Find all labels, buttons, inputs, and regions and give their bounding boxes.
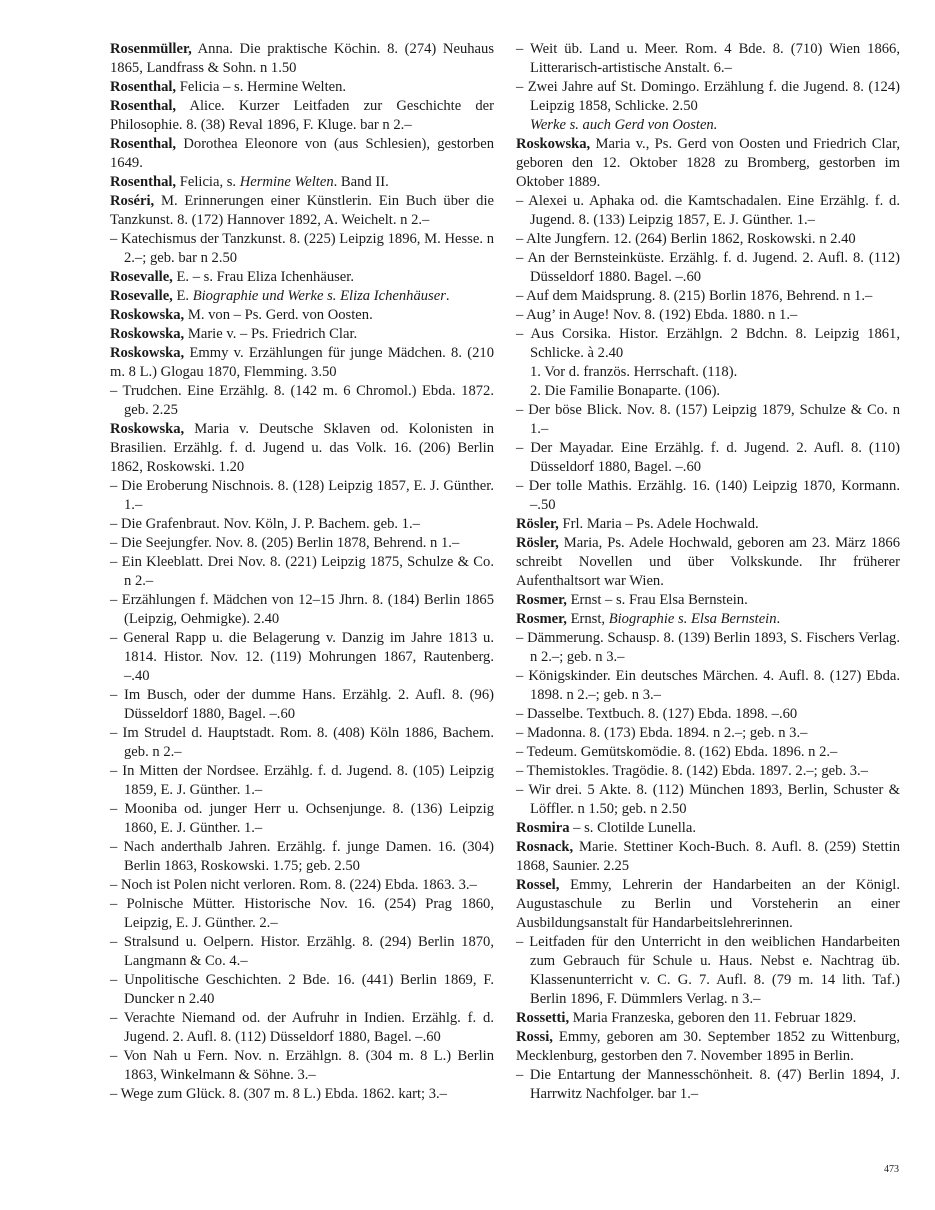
entry-text: – Nach anderthalb Jahren. Erzählg. f. junge Damen. 16. (304) Berlin 1863, Roskowski. 1.75; geb. 2.50: [110, 839, 494, 874]
entry-text: Emmy, geboren am 30. September 1852 zu Wittenburg, Mecklenburg, gestorben den 7. November 1895 in Berlin.: [516, 1029, 900, 1064]
entry-text: – Erzählungen f. Mädchen von 12–15 Jhrn. 8. (184) Berlin 1865 (Leipzig, Oehmigke). 2.40: [110, 592, 494, 627]
entry-headword: Roskowska,: [110, 345, 185, 361]
entry-text: – General Rapp u. die Belagerung v. Danzig im Jahre 1813 u. 1814. Histor. Nov. 12. (119) Mohrungen 1867, Rautenberg. –.40: [110, 630, 494, 684]
index-entry: [110, 78, 494, 97]
index-entry: [110, 192, 494, 230]
entry-headword: Rosenthal,: [110, 136, 177, 152]
index-entry: [516, 515, 900, 534]
entry-text: Dorothea Eleonore von (aus Schlesien), gestorben 1649.: [110, 136, 494, 171]
index-subentry: [110, 895, 494, 933]
index-entry: [516, 1009, 900, 1028]
entry-headword: Rosenthal,: [110, 79, 177, 95]
entry-text: – Trudchen. Eine Erzählg. 8. (142 m. 6 Chromol.) Ebda. 1872. geb. 2.25: [110, 383, 494, 418]
entry-text: – Zwei Jahre auf St. Domingo. Erzählung f. die Jugend. 8. (124) Leipzig 1858, Schlicke. 2.50: [516, 79, 900, 114]
entry-italic-text: Hermine Welten: [239, 174, 334, 190]
index-entry: [516, 819, 900, 838]
index-subentry: [110, 876, 494, 895]
entry-headword: Rösler,: [516, 535, 559, 551]
index-subentry: [516, 477, 900, 515]
index-entry: [516, 610, 900, 629]
page-number: 473: [884, 1164, 899, 1175]
index-subentry: [516, 230, 900, 249]
entry-headword: Rossi,: [516, 1029, 553, 1045]
entry-text: – Im Strudel d. Hauptstadt. Rom. 8. (408) Köln 1886, Bachem. geb. n 2.–: [110, 725, 494, 760]
entry-text: – Von Nah u Fern. Nov. n. Erzählgn. 8. (304 m. 8 L.) Berlin 1863, Winkelmann & Söhne. 3.–: [110, 1048, 494, 1083]
index-subentry: [516, 287, 900, 306]
entry-headword: Rösler,: [516, 516, 559, 532]
entry-italic-text: Biographie und Werke s. Eliza Ichenhäuser: [192, 288, 446, 304]
index-subentry: [110, 477, 494, 515]
entry-text: – Der böse Blick. Nov. 8. (157) Leipzig 1879, Schulze & Co. n 1.–: [516, 402, 900, 437]
index-subentry: [516, 667, 900, 705]
entry-text: – Noch ist Polen nicht verloren. Rom. 8. (224) Ebda. 1863. 3.–: [110, 877, 477, 893]
entry-text: Frl. Maria – Ps. Adele Hochwald.: [558, 516, 759, 532]
index-subentry: [516, 705, 900, 724]
entry-text: – Die Seejungfer. Nov. 8. (205) Berlin 1878, Behrend. n 1.–: [110, 535, 460, 551]
index-subentry: [516, 629, 900, 667]
index-entry: [110, 306, 494, 325]
index-subentry: [516, 743, 900, 762]
entry-text: – Im Busch, oder der dumme Hans. Erzählg. 2. Aufl. 8. (96) Düsseldorf 1880, Bagel. –.60: [110, 687, 494, 722]
entry-text: – Leitfaden für den Unterricht in den weiblichen Handarbeiten zum Gebrauch für Schule u. Haus. Nebst e. Nachtrag üb. Klassenunterricht v. C. G. 7. Aufl. 8. (79 m. 14 lith. Taf.) Berlin 1896, F. Dümmlers Verlag. n 3.–: [516, 934, 900, 1007]
entry-headword: Rosmer,: [516, 611, 567, 627]
entry-text: – Tedeum. Gemütskomödie. 8. (162) Ebda. 1896. n 2.–: [516, 744, 838, 760]
entry-text: Maria v. Deutsche Sklaven od. Kolonisten in Brasilien. Erzählg. f. d. Jugend u. das Volk. 16. (206) Berlin 1862, Roskowski. 1.20: [110, 421, 494, 475]
index-subentry: [516, 762, 900, 781]
entry-text: M. von – Ps. Gerd. von Oosten.: [184, 307, 373, 323]
entry-headword: Rosmira: [516, 820, 570, 836]
entry-text: Emmy, Lehrerin der Handarbeiten an der Königl. Augustaschule zu Berlin und Vorsteherin an einer Ausbildungsanstalt für Handarbeitslehrerinnen.: [516, 877, 900, 931]
entry-text: Marie v. – Ps. Friedrich Clar.: [184, 326, 358, 342]
entry-text: – Alexei u. Aphaka od. die Kamtschadalen. Eine Erzählg. f. d. Jugend. 8. (133) Leipzig 1857, E. J. Günther. 1.–: [516, 193, 900, 228]
index-subentry: [110, 1009, 494, 1047]
index-subentry: [110, 534, 494, 553]
index-subentry: [516, 401, 900, 439]
index-subentry: [516, 933, 900, 1009]
entry-text: – Ein Kleeblatt. Drei Nov. 8. (221) Leipzig 1875, Schulze & Co. n 2.–: [110, 554, 494, 589]
entry-text: – Auf dem Maidsprung. 8. (215) Borlin 1876, Behrend. n 1.–: [516, 288, 873, 304]
index-entry: [110, 135, 494, 173]
entry-headword: Roskowska,: [516, 136, 591, 152]
index-entry: [110, 40, 494, 78]
entry-headword: Rosnack,: [516, 839, 574, 855]
entry-text: – Die Entartung der Mannesschönheit. 8. (47) Berlin 1894, J. Harrwitz Nachfolger. bar 1.–: [516, 1067, 900, 1102]
entry-headword: Rosevalle,: [110, 288, 173, 304]
index-entry: [516, 135, 900, 192]
entry-text-tail: .: [776, 611, 781, 627]
index-entry: [110, 325, 494, 344]
index-subentry: [110, 971, 494, 1009]
entry-text: Ernst – s. Frau Elsa Bernstein.: [566, 592, 748, 608]
entry-text: – Polnische Mütter. Historische Nov. 16. (254) Prag 1860, Leipzig, E. J. Günther. 2.–: [110, 896, 494, 931]
index-entry: [110, 420, 494, 477]
entry-text: – Wege zum Glück. 8. (307 m. 8 L.) Ebda. 1862. kart; 3.–: [110, 1086, 447, 1102]
index-entry: [110, 344, 494, 382]
index-subentry: [516, 439, 900, 477]
entry-text: – Aug’ in Auge! Nov. 8. (192) Ebda. 1880. n 1.–: [516, 307, 798, 323]
entry-text: Felicia, s.: [176, 174, 240, 190]
entry-text: – Katechismus der Tanzkunst. 8. (225) Leipzig 1896, M. Hesse. n 2.–; geb. bar n 2.50: [110, 231, 494, 266]
index-entry: [516, 876, 900, 933]
entry-text: – Weit üb. Land u. Meer. Rom. 4 Bde. 8. (710) Wien 1866, Litterarisch-artistische Anstalt. 6.–: [516, 41, 900, 76]
entry-text: – Themistokles. Tragödie. 8. (142) Ebda. 1897. 2.–; geb. 3.–: [516, 763, 868, 779]
entry-text: Emmy v. Erzählungen für junge Mädchen. 8. (210 m. 8 L.) Glogau 1870, Flemming. 3.50: [110, 345, 494, 380]
index-subentry: [516, 40, 900, 78]
index-subentry: [110, 1047, 494, 1085]
entry-text: Anna. Die praktische Köchin. 8. (274) Neuhaus 1865, Landfrass & Sohn. n 1.50: [110, 41, 494, 76]
entry-headword: Rosmer,: [516, 592, 567, 608]
index-subentry: [110, 724, 494, 762]
entry-text: – Der Mayadar. Eine Erzählg. f. d. Jugend. 2. Aufl. 8. (110) Düsseldorf 1880, Bagel. –.60: [516, 440, 900, 475]
index-subentry: [110, 686, 494, 724]
index-subentry: [516, 192, 900, 230]
entry-text: 1. Vor d. französ. Herrschaft. (118).: [530, 364, 738, 380]
index-subentry: [110, 933, 494, 971]
index-subentry: [110, 838, 494, 876]
index-entry: [516, 1028, 900, 1066]
index-entry: [110, 173, 494, 192]
index-subentry: [516, 306, 900, 325]
index-subentry: [516, 1066, 900, 1104]
index-subentry: [110, 382, 494, 420]
index-subentry: [516, 781, 900, 819]
entry-headword: Rossetti,: [516, 1010, 570, 1026]
entry-text: – Der tolle Mathis. Erzählg. 16. (140) Leipzig 1870, Kormann. –.50: [516, 478, 900, 513]
index-subentry: [110, 591, 494, 629]
entry-text: – Mooniba od. junger Herr u. Ochsenjunge. 8. (136) Leipzig 1860, E. J. Günther. 1.–: [110, 801, 494, 836]
entry-italic-text: Biographie s. Elsa Bernstein: [608, 611, 777, 627]
entry-text: Maria, Ps. Adele Hochwald, geboren am 23. März 1866 schreibt Novellen und über Volkskunde. Ihr früherer Aufenthaltsort war Wien.: [516, 535, 900, 589]
left-column: [110, 40, 494, 1104]
entry-text: 2. Die Familie Bonaparte. (106).: [530, 383, 721, 399]
entry-headword: Roskowska,: [110, 326, 185, 342]
entry-text: – Die Eroberung Nischnois. 8. (128) Leipzig 1857, E. J. Günther. 1.–: [110, 478, 494, 513]
entry-text: – Stralsund u. Oelpern. Histor. Erzählg. 8. (294) Berlin 1870, Langmann & Co. 4.–: [110, 934, 494, 969]
entry-text: Maria v., Ps. Gerd von Oosten und Friedrich Clar, geboren den 12. Oktober 1828 zu Bromberg, gestorben im Oktober 1889.: [516, 136, 900, 190]
entry-headword: Rossel,: [516, 877, 560, 893]
entry-text: – In Mitten der Nordsee. Erzählg. f. d. Jugend. 8. (105) Leipzig 1859, E. J. Günther. 1.–: [110, 763, 494, 798]
index-subentry: [516, 325, 900, 363]
entry-text: Ernst,: [566, 611, 609, 627]
index-subentry: [516, 382, 900, 401]
index-subentry: [516, 724, 900, 743]
entry-text: – Verachte Niemand od. der Aufruhr in Indien. Erzählg. f. d. Jugend. 2. Aufl. 8. (112) Düsseldorf 1880, Bagel. –.60: [110, 1010, 494, 1045]
entry-text: Felicia – s. Hermine Welten.: [176, 79, 347, 95]
index-entry: [516, 838, 900, 876]
entry-headword: Rosevalle,: [110, 269, 173, 285]
entry-text: – Alte Jungfern. 12. (264) Berlin 1862, Roskowski. n 2.40: [516, 231, 856, 247]
entry-headword: Rosenthal,: [110, 174, 177, 190]
index-subentry: [516, 116, 900, 135]
entry-text: – Die Grafenbraut. Nov. Köln, J. P. Bachem. geb. 1.–: [110, 516, 420, 532]
index-subentry: [516, 363, 900, 382]
entry-text: – Wir drei. 5 Akte. 8. (112) München 1893, Berlin, Schuster & Löffler. n 1.50; geb. n 2.50: [516, 782, 900, 817]
index-entry: [110, 287, 494, 306]
entry-text: E. – s. Frau Eliza Ichenhäuser.: [172, 269, 354, 285]
entry-text: – s. Clotilde Lunella.: [569, 820, 696, 836]
right-column: [516, 40, 900, 1104]
entry-text: Marie. Stettiner Koch-Buch. 8. Aufl. 8. (259) Stettin 1868, Saunier. 2.25: [516, 839, 900, 874]
entry-headword: Roséri,: [110, 193, 155, 209]
entry-headword: Roskowska,: [110, 307, 185, 323]
entry-headword: Rosenthal,: [110, 98, 177, 114]
entry-text-tail: . Band II.: [333, 174, 389, 190]
entry-text: – Madonna. 8. (173) Ebda. 1894. n 2.–; geb. n 3.–: [516, 725, 808, 741]
entry-text: Werke s. auch Gerd von Oosten.: [530, 117, 718, 133]
index-subentry: [110, 1085, 494, 1104]
index-entry: [110, 268, 494, 287]
index-subentry: [516, 249, 900, 287]
index-subentry: [516, 78, 900, 116]
index-subentry: [110, 553, 494, 591]
index-entry: [516, 534, 900, 591]
entry-text: – Aus Corsika. Histor. Erzählgn. 2 Bdchn. 8. Leipzig 1861, Schlicke. à 2.40: [516, 326, 900, 361]
entry-text: Maria Franzeska, geboren den 11. Februar 1829.: [569, 1010, 857, 1026]
entry-headword: Rosenmüller,: [110, 41, 192, 57]
index-subentry: [110, 629, 494, 686]
entry-text: – Unpolitische Geschichten. 2 Bde. 16. (441) Berlin 1869, F. Duncker n 2.40: [110, 972, 494, 1007]
entry-headword: Roskowska,: [110, 421, 185, 437]
entry-text: – An der Bernsteinküste. Erzählg. f. d. Jugend. 2. Aufl. 8. (112) Düsseldorf 1880. Bagel. –.60: [516, 250, 900, 285]
index-subentry: [110, 762, 494, 800]
entry-text: – Königskinder. Ein deutsches Märchen. 4. Aufl. 8. (127) Ebda. 1898. n 2.–; geb. n 3.–: [516, 668, 900, 703]
entry-text: E.: [172, 288, 193, 304]
entry-text: Alice. Kurzer Leitfaden zur Geschichte der Philosophie. 8. (38) Reval 1896, F. Kluge. bar n 2.–: [110, 98, 494, 133]
entry-text: M. Erinnerungen einer Künstlerin. Ein Buch über die Tanzkunst. 8. (172) Hannover 1892, A. Weichelt. n 2.–: [110, 193, 494, 228]
index-entry: [110, 97, 494, 135]
entry-text: – Dämmerung. Schausp. 8. (139) Berlin 1893, S. Fischers Verlag. n 2.–; geb. n 3.–: [516, 630, 900, 665]
index-entry: [516, 591, 900, 610]
entry-text-tail: .: [445, 288, 450, 304]
entry-text: – Dasselbe. Textbuch. 8. (127) Ebda. 1898. –.60: [516, 706, 798, 722]
index-subentry: [110, 515, 494, 534]
index-subentry: [110, 800, 494, 838]
index-subentry: [110, 230, 494, 268]
